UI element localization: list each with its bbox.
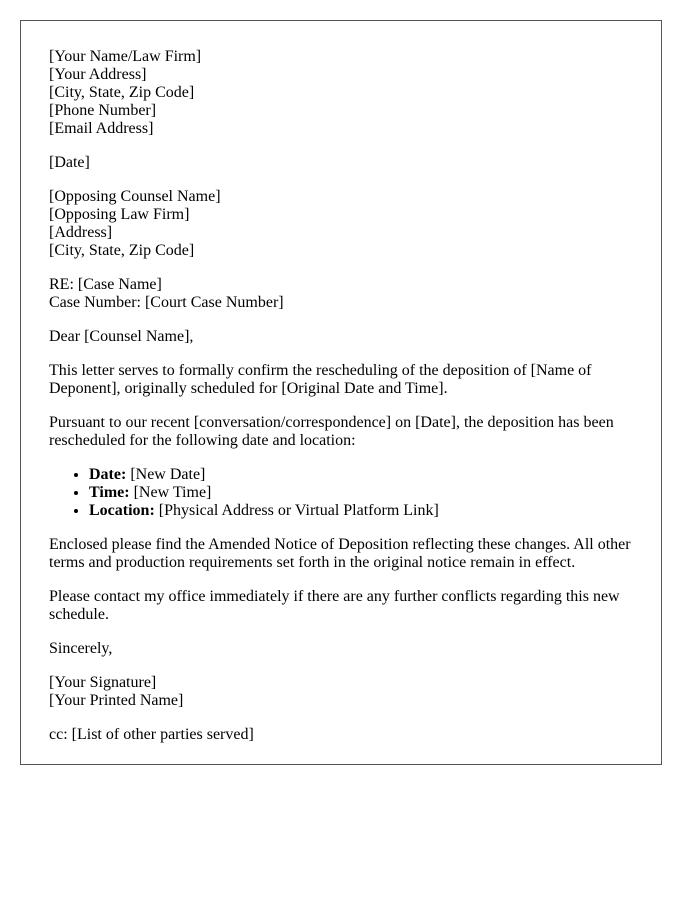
body-paragraph-1: This letter serves to formally confirm the rescheduling of the deposition of [Name of Deponent], originally scheduled for [Original Date and Time].	[49, 362, 592, 397]
sender-email: [Email Address]	[49, 120, 154, 137]
salutation: Dear [Counsel Name],	[49, 328, 194, 345]
detail-label: Location:	[89, 502, 155, 519]
sender-address: [Your Address]	[49, 66, 147, 83]
signature: [Your Signature]	[49, 674, 157, 691]
letter	[20, 20, 662, 765]
sender-phone: [Phone Number]	[49, 102, 157, 119]
list-item	[89, 484, 633, 502]
sender-name: [Your Name/Law Firm]	[49, 48, 202, 65]
detail-value: [Physical Address or Virtual Platform Link]	[154, 502, 439, 519]
letter-date: [Date]	[49, 154, 90, 171]
closing: Sincerely,	[49, 640, 113, 657]
body-paragraph-3: Enclosed please find the Amended Notice of Deposition reflecting these changes. All other terms and production requirements set forth in the original notice remain in effect.	[49, 536, 631, 571]
re-case-number: Case Number: [Court Case Number]	[49, 294, 284, 311]
printed-name: [Your Printed Name]	[49, 692, 184, 709]
detail-label: Date:	[89, 466, 127, 483]
recipient-city: [City, State, Zip Code]	[49, 242, 195, 259]
signature-block	[49, 674, 633, 710]
cc-line: cc: [List of other parties served]	[49, 726, 254, 743]
re-block	[49, 276, 633, 312]
detail-value: [New Date]	[126, 466, 206, 483]
detail-label: Time:	[89, 484, 130, 501]
recipient-address: [Address]	[49, 224, 113, 241]
re-case-name: RE: [Case Name]	[49, 276, 162, 293]
detail-value: [New Time]	[129, 484, 212, 501]
body-paragraph-2: Pursuant to our recent [conversation/correspondence] on [Date], the deposition has been rescheduled for the following date and location:	[49, 414, 614, 449]
body-paragraph-4: Please contact my office immediately if there are any further conflicts regarding this new schedule.	[49, 588, 620, 623]
list-item	[89, 466, 633, 484]
sender-city: [City, State, Zip Code]	[49, 84, 195, 101]
recipient-firm: [Opposing Law Firm]	[49, 206, 190, 223]
sender-block	[49, 48, 633, 138]
list-item	[89, 502, 633, 520]
recipient-name: [Opposing Counsel Name]	[49, 188, 221, 205]
deposition-details-list	[49, 466, 633, 520]
recipient-block	[49, 188, 633, 260]
